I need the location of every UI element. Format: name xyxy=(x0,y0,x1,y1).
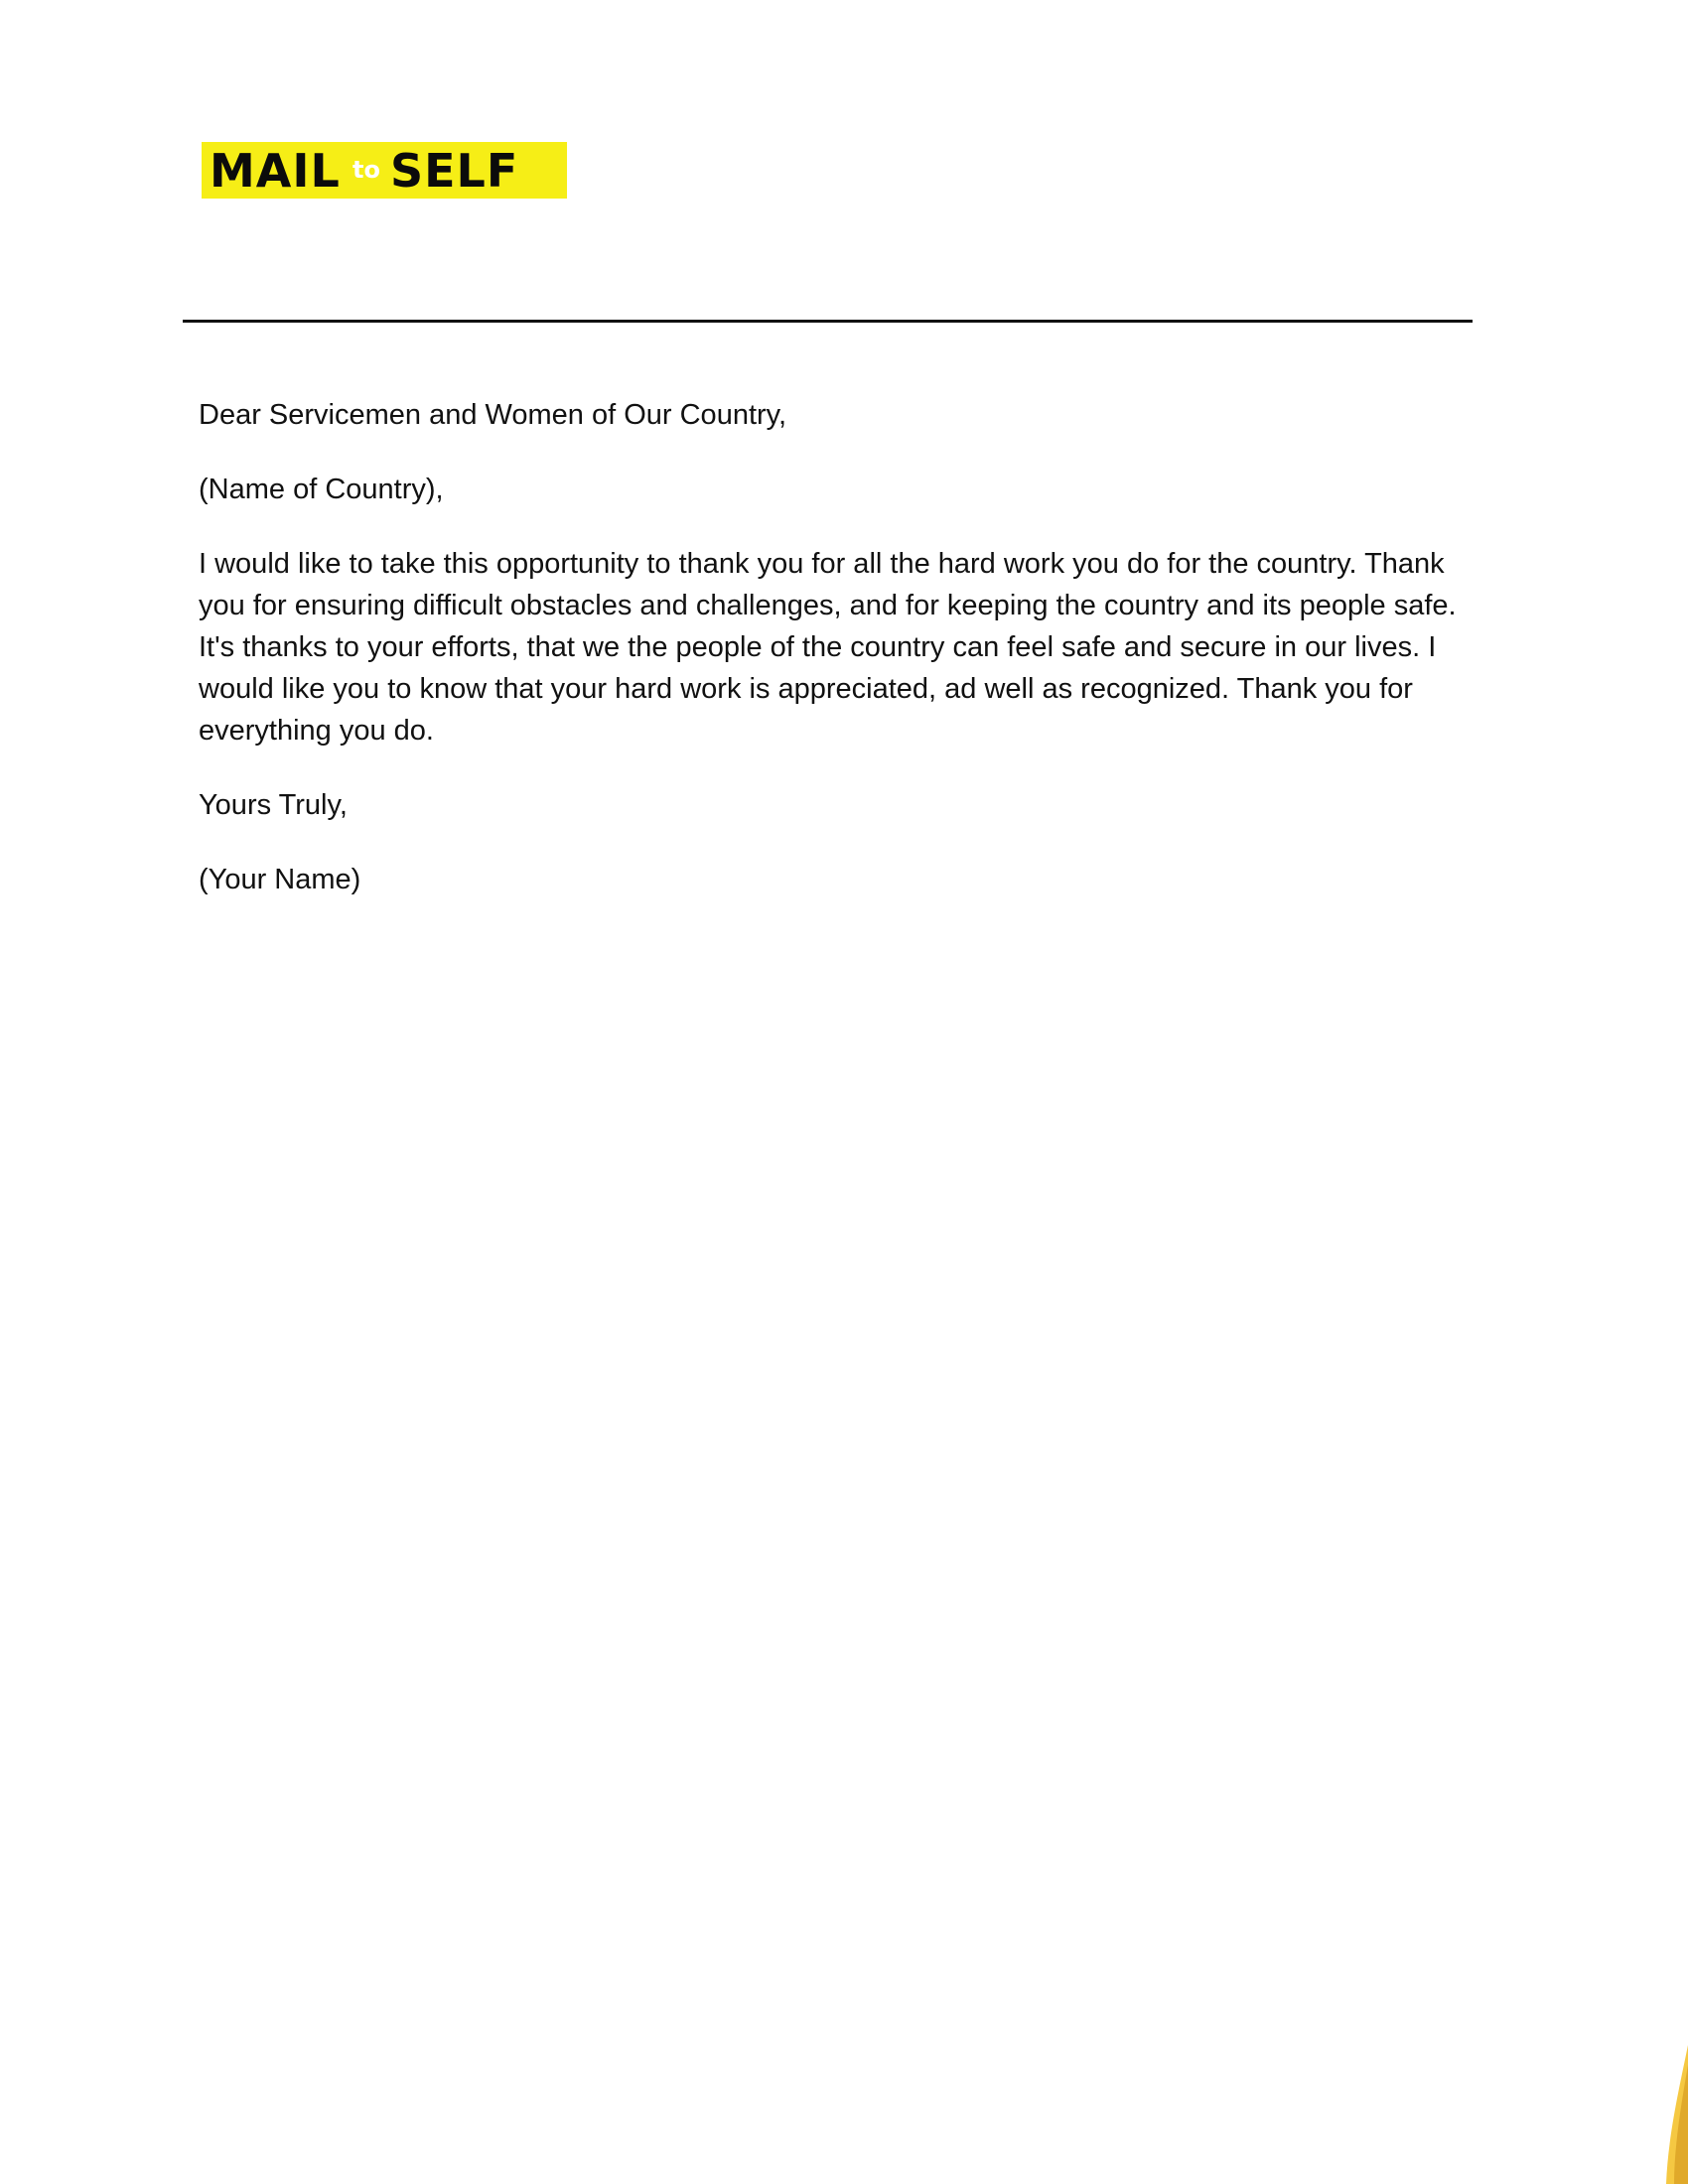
closing-line: Yours Truly, xyxy=(199,789,348,821)
header-divider xyxy=(183,320,1473,323)
letter-paragraph: I would like to take this opportunity to thank you for all the hard work you do for the country. Thank you for ensuring difficult obstacles and challenges, and for keeping the country and its people safe. It's thanks to your efforts, that we the people of the country can feel safe and secure in our lives. I would like you to know that your hard work is appreciated, ad well as recognized. Thank you for everything you do. xyxy=(199,548,1457,747)
recipient-line: (Name of Country), xyxy=(199,474,444,505)
logo-text-to: to xyxy=(352,156,380,184)
corner-decoration xyxy=(1648,2045,1688,2184)
logo-text-self: SELF xyxy=(390,144,519,198)
signature-line: (Your Name) xyxy=(199,864,361,895)
brand-logo xyxy=(202,142,567,199)
logo-text-mail: MAIL xyxy=(210,144,341,198)
letter-body xyxy=(199,394,1479,933)
salutation: Dear Servicemen and Women of Our Country, xyxy=(199,399,787,431)
